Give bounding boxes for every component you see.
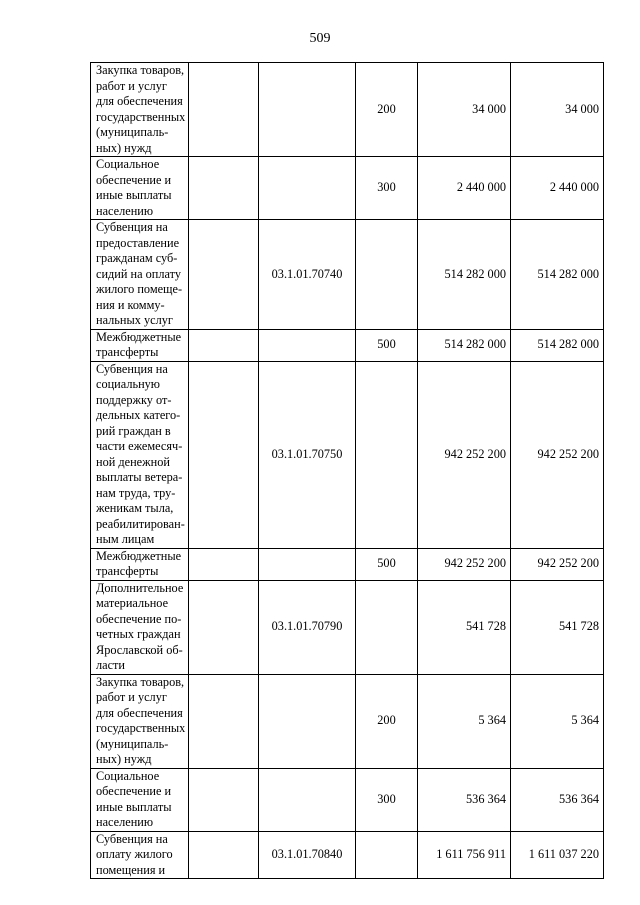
row-name: Субвенция на предоставление гражданам суб- сидий на оплату жилого помеще- ния и комму- нальных услуг [91, 220, 189, 330]
row-name: Социальное обеспечение и иные выплаты населению [91, 157, 189, 220]
budget-table [90, 62, 604, 879]
row-expense-type: 200 [356, 674, 418, 768]
row-expense-type: 200 [356, 63, 418, 157]
row-code [259, 63, 356, 157]
row-sum-year-1: 942 252 200 [418, 361, 511, 548]
row-expense-type [356, 580, 418, 674]
table-row [91, 63, 604, 157]
row-sum-year-1: 536 364 [418, 768, 511, 831]
row-sum-year-1: 541 728 [418, 580, 511, 674]
row-sum-year-2: 1 611 037 220 [511, 831, 604, 879]
row-expense-type: 300 [356, 157, 418, 220]
table-row [91, 548, 604, 580]
row-expense-type [356, 361, 418, 548]
row-code [259, 768, 356, 831]
row-sum-year-1: 34 000 [418, 63, 511, 157]
table-row [91, 674, 604, 768]
row-name: Дополнительное материальное обеспечение по- четных граждан Ярославской об- ласти [91, 580, 189, 674]
row-name: Межбюджетные трансферты [91, 329, 189, 361]
row-name: Субвенция на социальную поддержку от- дельных катего- рий граждан в части ежемесяч- ной денежной выплаты ветера- нам труда, тру- женикам тыла, реабилитирован- ным лицам [91, 361, 189, 548]
row-sum-year-2: 34 000 [511, 63, 604, 157]
row-name: Закупка товаров, работ и услуг для обеспечения государственных (муниципаль- ных) нужд [91, 674, 189, 768]
row-sum-year-1: 514 282 000 [418, 220, 511, 330]
row-sum-year-1: 2 440 000 [418, 157, 511, 220]
table-row [91, 580, 604, 674]
empty-cell [189, 580, 259, 674]
table-row [91, 157, 604, 220]
row-sum-year-2: 514 282 000 [511, 329, 604, 361]
table-row [91, 329, 604, 361]
empty-cell [189, 831, 259, 879]
row-sum-year-1: 942 252 200 [418, 548, 511, 580]
row-expense-type [356, 831, 418, 879]
row-code: 03.1.01.70790 [259, 580, 356, 674]
row-sum-year-1: 1 611 756 911 [418, 831, 511, 879]
page-number: 509 [309, 31, 331, 46]
row-expense-type: 500 [356, 329, 418, 361]
row-sum-year-2: 541 728 [511, 580, 604, 674]
row-code [259, 157, 356, 220]
row-sum-year-1: 514 282 000 [418, 329, 511, 361]
row-sum-year-2: 514 282 000 [511, 220, 604, 330]
row-sum-year-1: 5 364 [418, 674, 511, 768]
empty-cell [189, 674, 259, 768]
empty-cell [189, 548, 259, 580]
row-code [259, 329, 356, 361]
row-sum-year-2: 5 364 [511, 674, 604, 768]
row-code: 03.1.01.70750 [259, 361, 356, 548]
table-row [91, 768, 604, 831]
empty-cell [189, 157, 259, 220]
empty-cell [189, 63, 259, 157]
empty-cell [189, 329, 259, 361]
row-sum-year-2: 2 440 000 [511, 157, 604, 220]
table-row [91, 220, 604, 330]
row-name: Межбюджетные трансферты [91, 548, 189, 580]
row-code: 03.1.01.70840 [259, 831, 356, 879]
empty-cell [189, 768, 259, 831]
empty-cell [189, 220, 259, 330]
row-name: Социальное обеспечение и иные выплаты населению [91, 768, 189, 831]
table-row [91, 361, 604, 548]
row-sum-year-2: 536 364 [511, 768, 604, 831]
row-code: 03.1.01.70740 [259, 220, 356, 330]
row-name: Закупка товаров, работ и услуг для обеспечения государственных (муниципаль- ных) нужд [91, 63, 189, 157]
row-expense-type: 300 [356, 768, 418, 831]
table-row [91, 831, 604, 879]
row-sum-year-2: 942 252 200 [511, 548, 604, 580]
row-name: Субвенция на оплату жилого помещения и [91, 831, 189, 879]
row-code [259, 674, 356, 768]
row-code [259, 548, 356, 580]
empty-cell [189, 361, 259, 548]
row-sum-year-2: 942 252 200 [511, 361, 604, 548]
row-expense-type: 500 [356, 548, 418, 580]
row-expense-type [356, 220, 418, 330]
